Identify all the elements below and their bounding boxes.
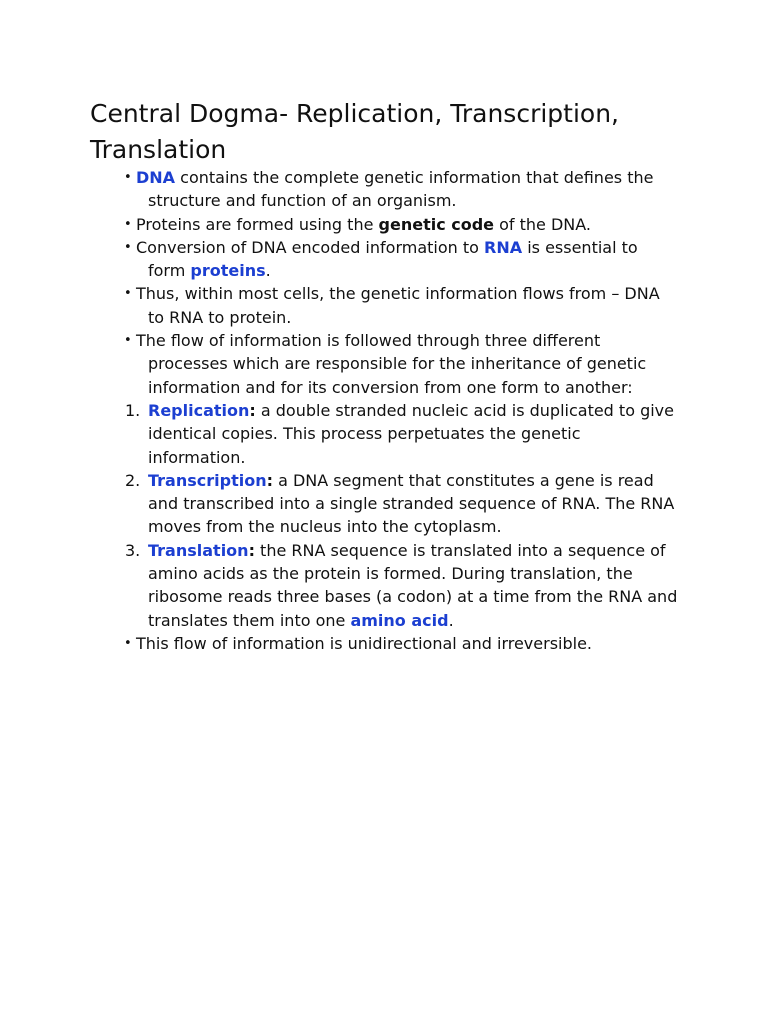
title-line-2: Translation bbox=[90, 135, 227, 164]
item-text: a DNA segment that constitutes a gene is read and transcribed into a single stranded sequence of RNA. The RNA moves from the nucleus into the cytoplasm. bbox=[148, 470, 675, 537]
bullet-marker: • bbox=[124, 333, 132, 349]
list-item bbox=[0, 632, 678, 655]
bullet-marker: • bbox=[124, 216, 132, 232]
list-item bbox=[0, 282, 678, 329]
document-body bbox=[0, 166, 768, 655]
title-line-1: Central Dogma- Replication, Transcription, bbox=[90, 99, 620, 128]
keyword-rna: RNA bbox=[484, 237, 523, 257]
keyword-colon: : bbox=[249, 400, 256, 420]
item-text: . bbox=[265, 261, 271, 281]
list-item bbox=[0, 236, 678, 283]
number-marker: 3. bbox=[125, 540, 141, 560]
numbered-item-replication bbox=[0, 399, 678, 469]
page-title bbox=[90, 96, 690, 168]
keyword-transcription: Transcription bbox=[148, 470, 267, 490]
keyword-colon: : bbox=[266, 470, 273, 490]
item-text: . bbox=[448, 610, 454, 630]
item-text: is essential to form bbox=[148, 237, 638, 281]
keyword-dna: DNA bbox=[136, 168, 176, 187]
keyword-colon: : bbox=[248, 540, 255, 560]
bullet-marker: • bbox=[124, 286, 132, 302]
numbered-item-transcription bbox=[0, 469, 678, 539]
numbered-item-translation bbox=[0, 539, 678, 632]
item-text: Thus, within most cells, the genetic information flows from – DNA to RNA to protein. bbox=[136, 284, 660, 327]
item-text: of the DNA. bbox=[494, 214, 592, 234]
number-marker: 1. bbox=[125, 400, 141, 420]
keyword-proteins: proteins bbox=[190, 261, 266, 281]
bullet-marker: • bbox=[124, 239, 132, 255]
item-text: Conversion of DNA encoded information to bbox=[136, 237, 485, 257]
keyword-genetic-code: genetic code bbox=[378, 214, 495, 234]
item-text: the RNA sequence is translated into a sequence of amino acids as the protein is formed. During translation, the ribosome reads three bases (a codon) at a time from the RNA and translates them into one bbox=[148, 540, 678, 630]
bullet-marker: • bbox=[124, 635, 132, 651]
item-text: The flow of information is followed through three different processes which are responsible for the inheritance of genetic information and for its conversion from one form to another: bbox=[136, 331, 647, 397]
list-item bbox=[0, 166, 678, 213]
keyword-amino-acid: amino acid bbox=[350, 610, 449, 630]
bullet-marker: • bbox=[124, 170, 132, 185]
item-text: a double stranded nucleic acid is duplicated to give identical copies. This process perpetuates the genetic information. bbox=[148, 400, 674, 467]
list-item bbox=[0, 329, 678, 399]
item-text: contains the complete genetic information that defines the structure and function of an organism. bbox=[148, 168, 654, 211]
keyword-replication: Replication bbox=[148, 400, 250, 420]
number-marker: 2. bbox=[125, 470, 141, 490]
keyword-translation: Translation bbox=[148, 540, 249, 560]
item-text: Proteins are formed using the bbox=[136, 214, 379, 234]
list-item bbox=[0, 213, 678, 236]
item-text: This flow of information is unidirectional and irreversible. bbox=[136, 633, 593, 653]
